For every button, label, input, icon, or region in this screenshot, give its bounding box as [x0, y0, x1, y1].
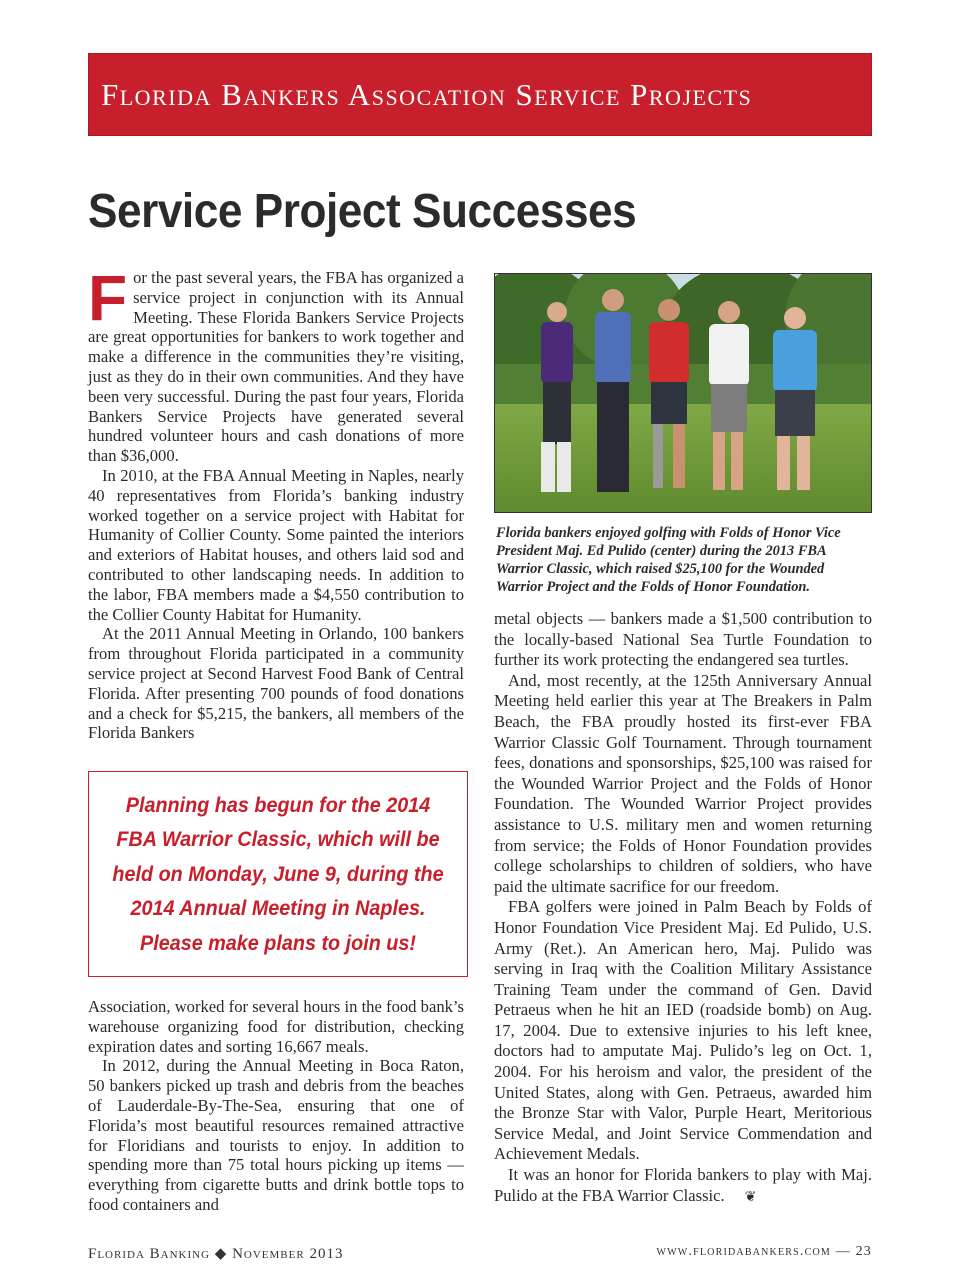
publication-name: Florida Banking — [88, 1246, 211, 1262]
dropcap-letter: F — [88, 262, 128, 334]
article-paragraph — [88, 262, 464, 466]
footer-dash: — — [835, 1244, 851, 1259]
article-paragraph: In 2012, during the Annual Meeting in Boca Raton, 50 bankers picked up trash and debris from the beaches of Lauderdale-By-The-Sea, ensuring that one of Florida’s most beautiful resources remained attractive for Floridians and tourists to enjoy. In addition to spending more than 75 total hours picking up items — everything from cigarette butts and drink bottle tops to food containers and — [88, 1056, 464, 1214]
article-paragraph — [494, 1165, 872, 1208]
footer-website — [656, 1244, 872, 1260]
paragraph-text: or the past several years, the FBA has organized a service project in conjunction with its Annual Meeting. These Florida Bankers Service Projects are great opportunities for bankers to work together and make a difference in the communities they’re visiting, just as they do in their own communities. And they have been very successful. During the past four years, Florida Bankers Service Projects have generated several hundred volunteer hours and cash donations of more than $36,000. — [88, 268, 464, 466]
article-paragraph: In 2010, at the FBA Annual Meeting in Naples, nearly 40 representatives from Florida’s banking industry worked together on a service project with Habitat for Humanity of Collier County. Some painted the interiors and exteriors of Habitat houses, and others laid sod and contributed to other landscaping needs. In addition to the labor, FBA members made a $4,550 contribution to the Collier County Habitat for Humanity. — [88, 465, 464, 624]
issue-date: November 2013 — [232, 1246, 344, 1262]
end-mark-icon: ❦ — [744, 1189, 757, 1205]
website-url: www.floridabankers.com — [656, 1244, 831, 1259]
section-title: Florida Bankers Assocation Service Projects — [101, 76, 753, 112]
callout-box — [88, 771, 468, 977]
photo-illustration — [495, 274, 872, 513]
diamond-separator-icon: ◆ — [214, 1246, 228, 1262]
golf-group-photo — [494, 273, 872, 513]
left-column-top — [88, 262, 464, 743]
article-paragraph: metal objects — bankers made a $1,500 contribution to the locally-based National Sea Turtle Foundation to further its work protecting the endangered sea turtles. — [494, 609, 872, 670]
paragraph-text: It was an honor for Florida bankers to play with Maj. Pulido at the FBA Warrior Classic. — [494, 1165, 872, 1205]
section-banner — [88, 53, 872, 136]
article-paragraph: At the 2011 Annual Meeting in Orlando, 100 bankers from throughout Florida participated in a community service project at Second Harvest Food Bank of Central Florida. After presenting 700 pounds of food donations and a check for $5,215, the bankers, all members of the Florida Bankers — [88, 624, 464, 743]
callout-text: Planning has begun for the 2014 FBA Warrior Classic, which will be held on Monday, June 9, during the 2014 Annual Meeting in Naples. Please make plans to join us! — [112, 792, 444, 955]
article-paragraph: And, most recently, at the 125th Anniversary Annual Meeting held earlier this year at The Breakers in Palm Beach, the FBA proudly hosted its first-ever FBA Warrior Classic Golf Tournament. Through tournament fees, donations and sponsorships, $25,100 was raised for the Wounded Warrior Project and the Folds of Honor Foundation. The Wounded Warrior Project provides assistance to U.S. military men and women returning from service; the Folds of Honor Foundation provides college scholarships to children of soldiers, who have paid the ultimate sacrifice for our freedom. — [494, 670, 872, 896]
left-column-bottom — [88, 997, 464, 1215]
photo-caption: Florida bankers enjoyed golfing with Folds of Honor Vice President Maj. Ed Pulido (center) during the 2013 FBA Warrior Classic, which raised $25,100 for the Wounded Warrior Project and the Folds of Honor Foundation. — [496, 525, 841, 595]
page-headline: Service Project Successes — [88, 185, 637, 238]
article-paragraph: FBA golfers were joined in Palm Beach by Folds of Honor Foundation Vice President Maj. Ed Pulido, U.S. Army (Ret.). An American hero, Maj. Pulido was serving in Iraq with the Coalition Military Assistance Training Team under the command of Gen. David Petraeus when he hit an IED (roadside bomb) on Aug. 17, 2004. Due to extensive injuries to his left knee, doctors had to amputate Maj. Pulido’s leg on Oct. 1, 2004. For his heroism and valor, the president of the United States, along with Gen. Petraeus, awarded him the Bronze Star with Valor, Purple Heart, Meritorious Service Medal, and Joint Service Commendation and Achievement Medals. — [494, 897, 872, 1164]
footer-publication — [88, 1244, 343, 1263]
page-number: 23 — [855, 1244, 872, 1259]
article-paragraph: Association, worked for several hours in the food bank’s warehouse organizing food for distribution, checking expiration dates and sorting 16,667 meals. — [88, 997, 464, 1056]
right-column — [494, 609, 872, 1208]
